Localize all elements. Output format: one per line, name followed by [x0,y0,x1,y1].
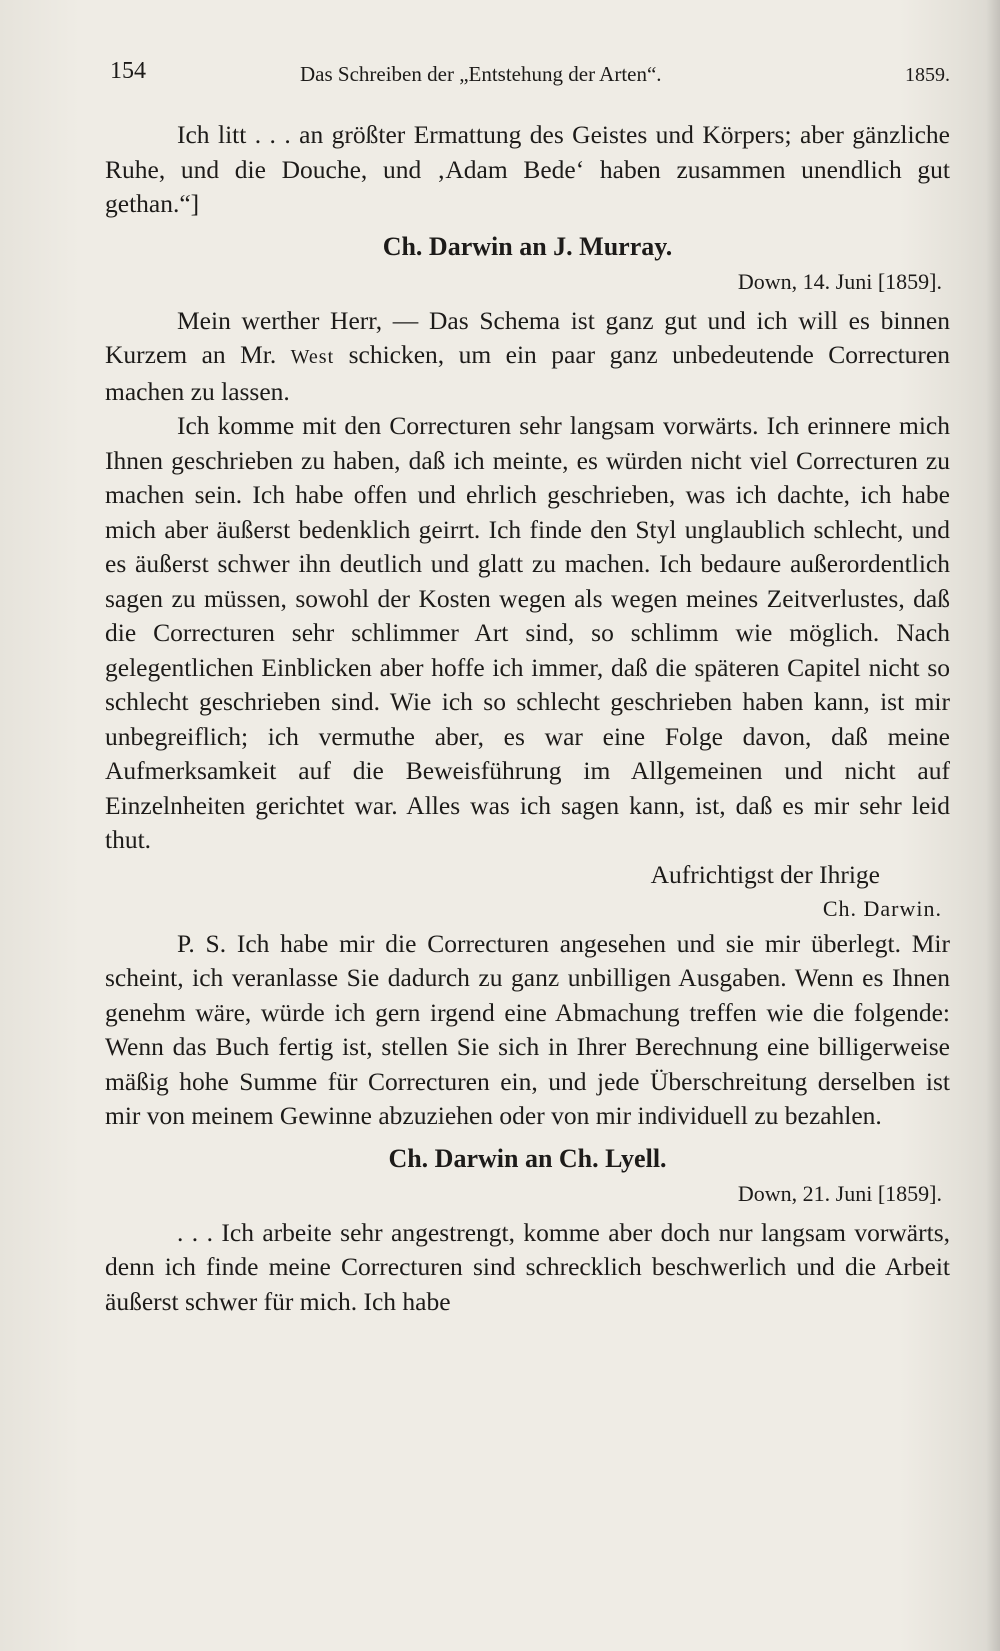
letter-murray-paragraph-2: Ich komme mit den Correcturen sehr langsam vorwärts. Ich erinnere mich Ihnen geschrieben zu haben, daß ich meinte, es würden nicht viel Correcturen zu machen sein. Ich habe offen und ehrlich geschrieben, was ich dachte, ich habe mich aber äußerst bedenklich geirrt. Ich finde den Styl unglaublich schlecht, und es äußerst schwer ihn deutlich und glatt zu machen. Ich bedaure außerordentlich sagen zu müssen, sowohl der Kosten wegen als wegen meines Zeitverlustes, daß die Correcturen sehr schlimmer Art sind, so schlimm wie möglich. Nach gelegentlichen Einblicken aber hoffe ich immer, daß die späteren Capitel nicht so schlecht geschrieben sind. Wie ich so schlecht geschrieben haben kann, ist mir unbegreiflich; ich vermuthe aber, es war eine Folge davon, daß meine Aufmerksamkeit auf die Beweisführung im Allgemeinen und nicht auf Einzelnheiten gerichtet war. Alles was ich sagen kann, ist, daß es mir sehr leid thut. [105,411,950,854]
paragraph-text: Mein werther Herr, — Das Schema ist ganz gut und ich will es binnen Kurzem an Mr. [105,305,950,369]
name-small-caps: West [290,346,335,368]
page-number: 154 [110,58,146,84]
letter-signature: Ch. Darwin. [822,896,942,921]
page-body [105,118,950,1319]
letter-murray-paragraph-1 [105,304,950,410]
letter-dateline-lyell: Down, 21. Juni [1859]. [737,1180,942,1206]
letter-heading-lyell: Ch. Darwin an Ch. Lyell. [388,1143,667,1173]
header-year: 1859. [905,64,950,86]
letter-closing: Aufrichtigst der Ihrige [650,859,880,889]
opening-paragraph: Ich litt . . . an größter Ermattung des Geistes und Körpers; aber gänzliche Ruhe, und die Douche, und ‚Adam Bede‘ haben zusammen unendlich gut gethan.“] [105,120,950,218]
letter-heading-murray: Ch. Darwin an J. Murray. [382,231,673,261]
paragraph-text: schicken, um ein paar ganz unbedeutende Correcturen machen zu lassen. [105,340,950,406]
letter-dateline-murray: Down, 14. Juni [1859]. [737,268,942,294]
letter-postscript: P. S. Ich habe mir die Correcturen angesehen und sie mir überlegt. Mir scheint, ich veranlasse Sie dadurch zu ganz unbilligen Ausgaben. Wenn es Ihnen genehm wäre, würde ich gern irgend eine Abmachung treffen wie die folgende: Wenn das Buch fertig ist, stellen Sie sich in Ihrer Berechnung eine billigerweise mäßig hohe Summe für Correcturen ein, und jede Überschreitung derselben ist mir von meinem Gewinne abzuziehen oder von mir individuell zu bezahlen. [105,928,950,1130]
letter-lyell-paragraph-1: . . . Ich arbeite sehr angestrengt, komme aber doch nur langsam vorwärts, denn ich finde meine Correcturen sind schrecklich beschwerlich und die Arbeit äußerst schwer für mich. Ich habe [105,1217,950,1316]
page-edge-shadow [986,0,1000,1651]
running-header [110,58,950,92]
running-title: Das Schreiben der „Entstehung der Arten“. [300,62,662,86]
